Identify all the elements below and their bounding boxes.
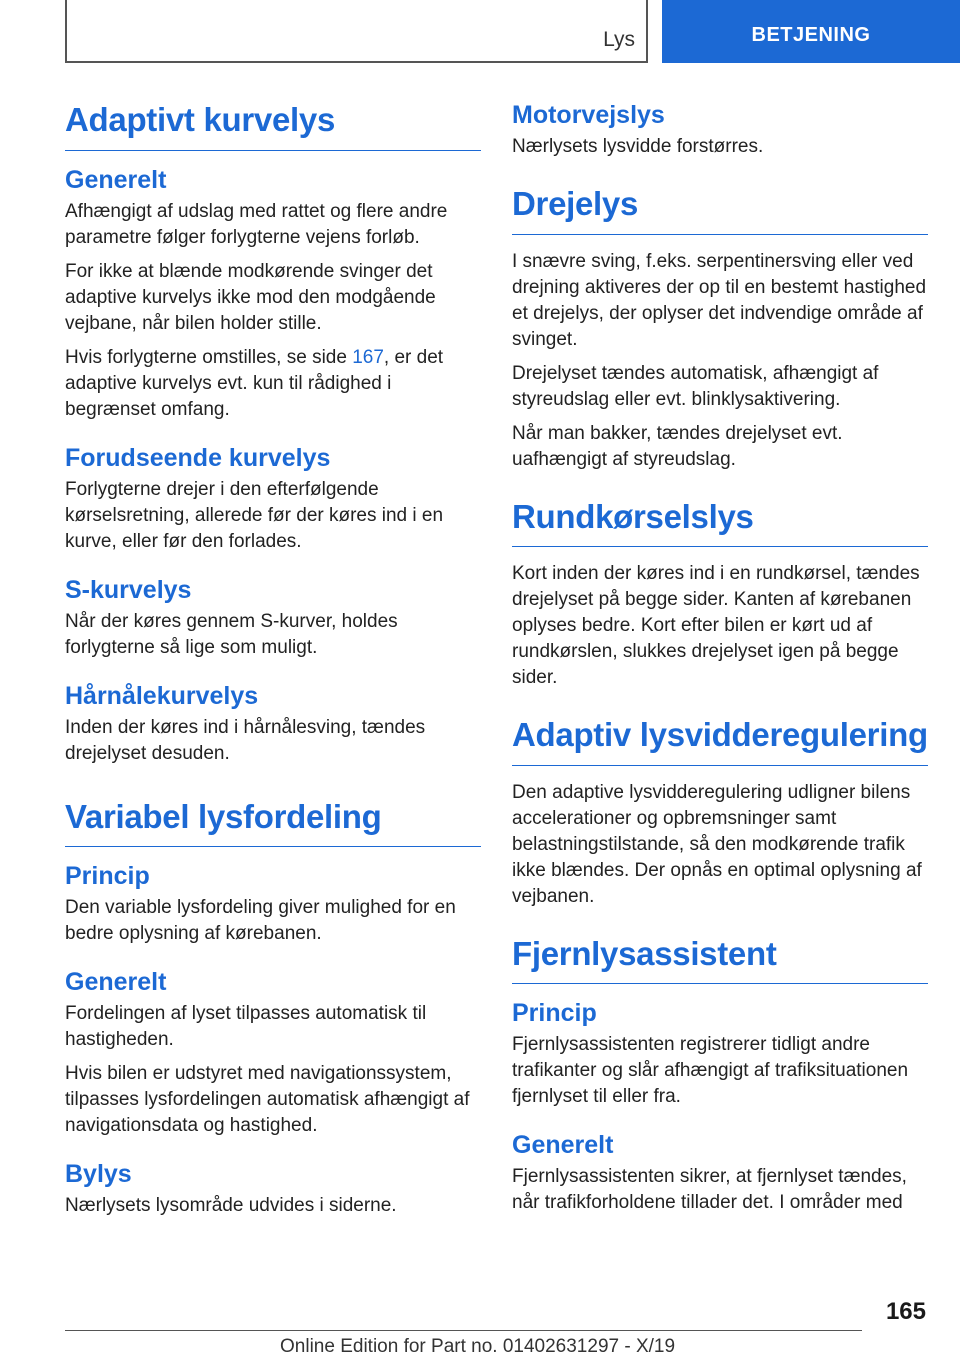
paragraph: Inden der køres ind i hårnålesving, tændes drejelyset desuden. xyxy=(65,716,426,764)
paragraph: Fjernlysassistenten registrerer tidligt andre trafikanter og slår afhængigt af trafiksituationen fjernlyset til eller fra. xyxy=(512,1034,909,1108)
heading-variabel-lysfordeling: Variabel lysfordeling xyxy=(65,797,481,848)
subheading-generelt: Generelt xyxy=(65,968,167,997)
paragraph: Nærlysets lysvidde forstørres. xyxy=(512,136,764,157)
header-chapter-tab[interactable]: BETJENING xyxy=(662,0,960,63)
paragraph: I snævre sving, f.eks. serpentinersving eller ved drejning aktiveres der op til en bestemt hastighed et drejelys, der oplyser det indvendige område af svinget. xyxy=(512,250,927,350)
section-generelt-fjern xyxy=(512,1130,928,1216)
section-generelt-2 xyxy=(65,967,481,1139)
subheading-motorvejslys: Motorvejslys xyxy=(512,101,665,129)
header-section-title: Lys xyxy=(603,28,635,51)
footer-edition: Online Edition for Part no. 01402631297 - X/19 xyxy=(280,1336,676,1357)
heading-rundkoerselslys: Rundkørselslys xyxy=(512,497,928,548)
subheading-bylys: Bylys xyxy=(65,1160,132,1189)
section-haarnaale xyxy=(65,681,481,767)
page-link[interactable]: 167 xyxy=(352,346,384,368)
paragraph: Hvis bilen er udstyret med navigationssystem, tilpasses lysfordelingen automatisk afhængigt af navigationsdata og hastighed. xyxy=(65,1063,470,1137)
section-forudseende xyxy=(65,443,481,555)
paragraph: Fordelingen af lyset tilpasses automatisk til hastigheden. xyxy=(65,1003,427,1051)
paragraph: Kort inden der køres ind i en rundkørsel, tændes drejelyset på begge sider. Kanten af kørebanen oplyses bedre. Kort efter bilen er kørt ud af rundkørslen, slukkes drejelyset igen på begge sider. xyxy=(512,563,920,689)
subheading-generelt: Generelt xyxy=(512,1131,614,1160)
subheading-s-kurvelys: S-kurvelys xyxy=(65,575,192,604)
section-generelt xyxy=(65,165,481,423)
heading-drejelys: Drejelys xyxy=(512,184,928,235)
subheading-haarnaale: Hårnålekurvelys xyxy=(65,681,259,710)
section-rundkoerselslys xyxy=(512,561,928,691)
paragraph: Drejelyset tændes automatisk, afhængigt af styreudslag eller evt. blinklysaktivering. xyxy=(512,362,879,410)
paragraph: Når der køres gennem S-kurver, holdes forlygterne så lige som muligt. xyxy=(65,610,398,658)
paragraph: Når man bakker, tændes drejelyset evt. uafhængigt af styreudslag. xyxy=(512,422,843,470)
paragraph: Forlygterne drejer i den efterfølgende kørselsretning, allerede før der køres ind i en kurve, eller før den forlades. xyxy=(65,478,444,552)
paragraph: Den variable lysfordeling giver mulighed for en bedre oplysning af kørebanen. xyxy=(65,897,456,945)
right-column xyxy=(512,100,928,1236)
heading-adaptivt-kurvelys: Adaptivt kurvelys xyxy=(65,100,481,151)
section-bylys xyxy=(65,1159,481,1219)
heading-adaptiv-lysvidderegulering: Adaptiv lysvidderegulering xyxy=(512,715,928,766)
left-column xyxy=(65,100,481,1239)
paragraph: Nærlysets lysområde udvides i siderne. xyxy=(65,1195,397,1217)
header-frame xyxy=(65,0,648,63)
page-number: 165 xyxy=(885,1298,926,1325)
subheading-princip: Princip xyxy=(65,862,150,891)
paragraph: For ikke at blænde modkørende svinger det adaptive kurvelys ikke mod den modgående vejbane, når bilen holder stille. xyxy=(65,260,436,334)
paragraph: Hvis forlygterne omstilles, se side 167, er det adaptive kurvelys evt. kun til rådighed i begrænset omfang. xyxy=(65,346,444,420)
paragraph: Afhængigt af udslag med rattet og flere andre parametre følger forlygterne vejens forløb. xyxy=(65,200,448,248)
paragraph: Fjernlysassistenten sikrer, at fjernlyset tændes, når trafikforholdene tillader det. I områder med xyxy=(512,1166,907,1214)
paragraph: Den adaptive lysvidderegulering udligner bilens accelerationer og opbremsninger samt belastningstilstande, så den modkørende trafik ikke blændes. Der opnås en optimal oplysning af vejbanen. xyxy=(512,781,922,907)
section-princip-fjern xyxy=(512,998,928,1110)
section-s-kurvelys xyxy=(65,575,481,661)
subheading-generelt: Generelt xyxy=(65,165,167,194)
section-adaptiv-lysvidde xyxy=(512,780,928,910)
section-motorvejslys xyxy=(512,100,928,160)
subheading-forudseende: Forudseende kurvelys xyxy=(65,443,331,472)
section-princip xyxy=(65,861,481,947)
subheading-princip: Princip xyxy=(512,999,597,1028)
footer-divider xyxy=(65,1330,862,1331)
heading-fjernlysassistent: Fjernlysassistent xyxy=(512,934,928,985)
section-drejelys xyxy=(512,249,928,473)
